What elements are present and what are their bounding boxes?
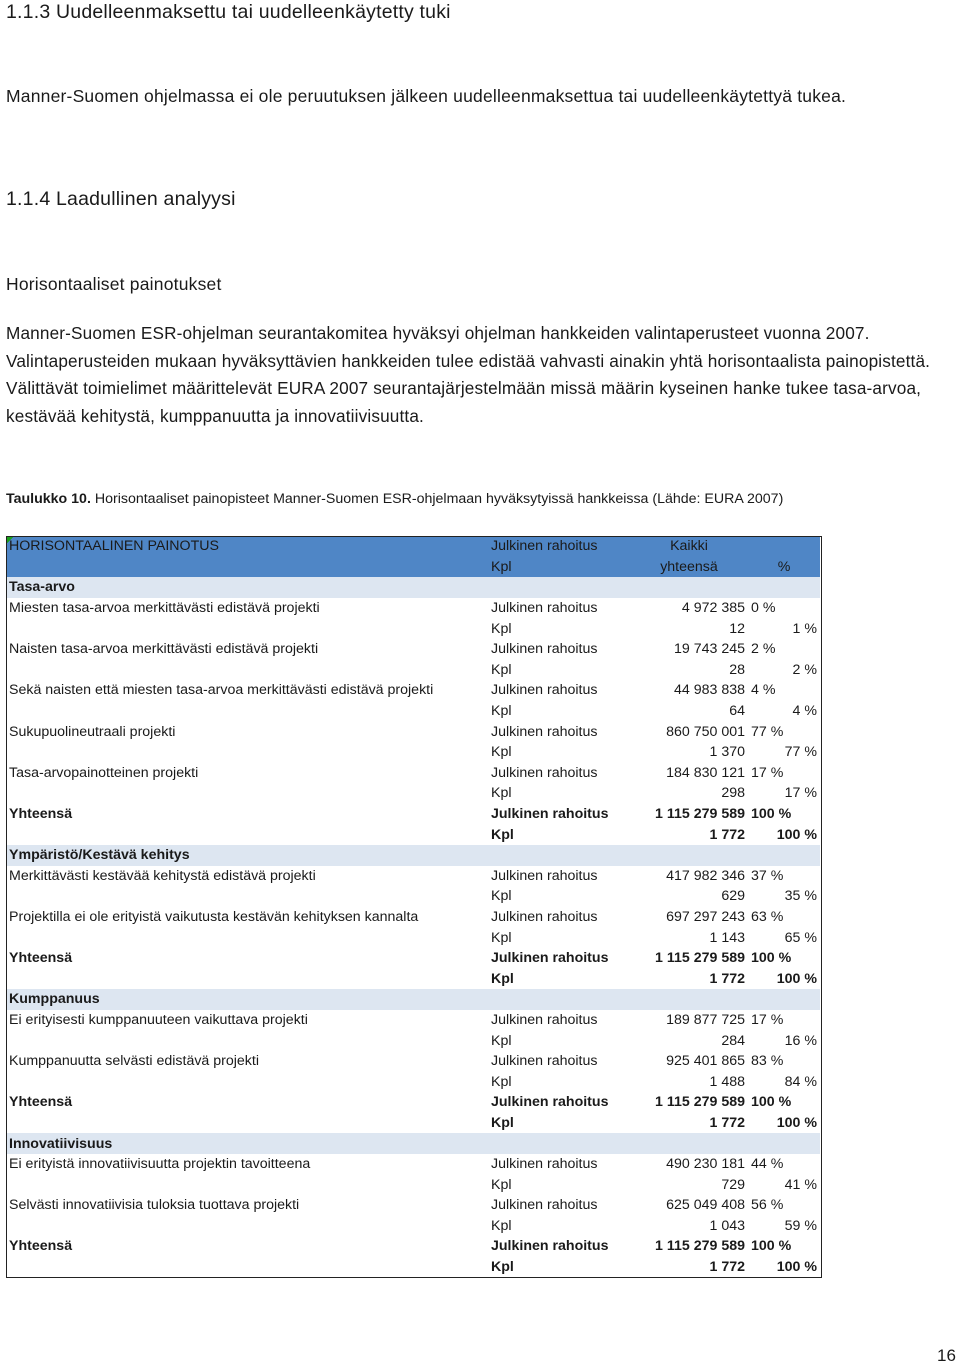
rahoitus-percent: 4 % bbox=[751, 682, 776, 699]
kpl-percent: 100 % bbox=[776, 970, 817, 987]
kpl-value: 1 772 bbox=[709, 970, 745, 987]
header-yhteensa: yhteensä bbox=[630, 557, 748, 578]
rahoitus-percent: 77 % bbox=[751, 723, 784, 740]
total-row-kpl bbox=[6, 1113, 820, 1134]
kpl-percent: 4 % bbox=[748, 701, 820, 722]
rahoitus-label: Julkinen rahoitus bbox=[491, 908, 598, 925]
kpl-value: 1 772 bbox=[709, 1259, 745, 1276]
kpl-label: Kpl bbox=[491, 703, 512, 720]
kpl-label: Kpl bbox=[491, 1176, 512, 1193]
rahoitus-percent: 100 % bbox=[751, 1094, 792, 1111]
rahoitus-value: 184 830 121 bbox=[666, 764, 745, 781]
section-title: Innovatiivisuus bbox=[6, 1133, 488, 1154]
table-row-kpl bbox=[6, 618, 820, 639]
table-row bbox=[6, 639, 820, 660]
kpl-percent: 17 % bbox=[748, 783, 820, 804]
row-label: Yhteensä bbox=[9, 950, 73, 967]
kpl-value: 629 bbox=[721, 888, 745, 905]
kpl-label: Kpl bbox=[491, 1259, 514, 1276]
table-caption bbox=[6, 491, 783, 507]
header-percent: % bbox=[748, 557, 820, 578]
kpl-percent: 77 % bbox=[748, 742, 820, 763]
table-row-kpl bbox=[6, 1216, 820, 1237]
rahoitus-percent: 37 % bbox=[751, 867, 784, 884]
table-row-kpl bbox=[6, 1174, 820, 1195]
header-kaikki: Kaikki bbox=[630, 536, 748, 557]
rahoitus-label: Julkinen rahoitus bbox=[491, 1238, 609, 1255]
kpl-label: Kpl bbox=[491, 970, 514, 987]
row-label: Sukupuolineutraali projekti bbox=[9, 723, 176, 740]
kpl-label: Kpl bbox=[491, 1073, 512, 1090]
rahoitus-value: 860 750 001 bbox=[666, 723, 745, 740]
table-row-kpl bbox=[6, 1030, 820, 1051]
total-row bbox=[6, 1092, 820, 1113]
kpl-percent: 100 % bbox=[776, 826, 817, 843]
section-heading-1-1-3: 1.1.3 Uudelleenmaksettu tai uudelleenkäytetty tuki bbox=[6, 1, 451, 23]
rahoitus-value: 1 115 279 589 bbox=[655, 950, 745, 967]
table-row bbox=[6, 1051, 820, 1072]
table-row-kpl bbox=[6, 927, 820, 948]
kpl-percent: 100 % bbox=[776, 1114, 817, 1131]
rahoitus-value: 925 401 865 bbox=[666, 1053, 745, 1070]
rahoitus-percent: 17 % bbox=[751, 764, 784, 781]
rahoitus-percent: 100 % bbox=[751, 806, 792, 823]
rahoitus-value: 189 877 725 bbox=[666, 1011, 745, 1028]
section-row bbox=[6, 989, 820, 1010]
table-row bbox=[6, 598, 820, 619]
kpl-percent: 2 % bbox=[748, 660, 820, 681]
kpl-label: Kpl bbox=[491, 1114, 514, 1131]
kpl-value: 1 772 bbox=[709, 826, 745, 843]
rahoitus-value: 44 983 838 bbox=[673, 682, 745, 699]
kpl-value: 12 bbox=[729, 620, 745, 637]
rahoitus-value: 19 743 245 bbox=[673, 641, 745, 658]
caption-label: Taulukko 10. bbox=[6, 491, 95, 507]
kpl-label: Kpl bbox=[491, 620, 512, 637]
row-label: Yhteensä bbox=[9, 1238, 73, 1255]
total-row-kpl bbox=[6, 824, 820, 845]
table-row bbox=[6, 721, 820, 742]
table-row-kpl bbox=[6, 742, 820, 763]
kpl-value: 28 bbox=[729, 661, 745, 678]
rahoitus-percent: 83 % bbox=[751, 1053, 784, 1070]
rahoitus-label: Julkinen rahoitus bbox=[491, 950, 609, 967]
caption-text: Horisontaaliset painopisteet Manner-Suomen ESR-ohjelmaan hyväksytyissä hankkeissa (Lähde: EURA 2007) bbox=[94, 491, 784, 507]
kpl-value: 1 143 bbox=[709, 929, 745, 946]
horizontal-priorities-table bbox=[6, 536, 820, 1277]
rahoitus-value: 625 049 408 bbox=[666, 1197, 745, 1214]
table-row-kpl bbox=[6, 660, 820, 681]
table-row bbox=[6, 1195, 820, 1216]
body-paragraph: Manner-Suomen ESR-ohjelman seurantakomitea hyväksyi ohjelman hankkeiden valintaperusteet vuonna 2007. Valintaperusteiden mukaan hyväksyttävien hankkeiden tulee edistää vahvasti ainakin yhtä horisontaalista painopistettä. Välittävät toimielimet määrittelevät EURA 2007 seurantajärjestelmään missä määrin kyseinen hanke tukee tasa-arvoa, kestävää kehitystä, kumppanuutta ja innovatiivisuutta. bbox=[6, 323, 931, 426]
rahoitus-label: Julkinen rahoitus bbox=[491, 600, 598, 617]
kpl-label: Kpl bbox=[491, 826, 514, 843]
kpl-value: 1 488 bbox=[709, 1073, 745, 1090]
page-number: 16 bbox=[937, 1346, 956, 1365]
total-row-kpl bbox=[6, 968, 820, 989]
kpl-percent: 41 % bbox=[748, 1174, 820, 1195]
table-row-kpl bbox=[6, 783, 820, 804]
rahoitus-label: Julkinen rahoitus bbox=[491, 682, 598, 699]
subheading: Horisontaaliset painotukset bbox=[6, 274, 222, 294]
rahoitus-value: 1 115 279 589 bbox=[655, 1238, 745, 1255]
kpl-label: Kpl bbox=[491, 929, 512, 946]
section-heading-1-1-4: 1.1.4 Laadullinen analyysi bbox=[6, 188, 236, 210]
kpl-value: 64 bbox=[729, 703, 745, 720]
row-label: Merkittävästi kestävää kehitystä edistävä projekti bbox=[9, 867, 316, 884]
rahoitus-label: Julkinen rahoitus bbox=[491, 806, 609, 823]
row-label: Miesten tasa-arvoa merkittävästi edistävä projekti bbox=[9, 600, 320, 617]
kpl-value: 298 bbox=[721, 785, 745, 802]
kpl-percent: 84 % bbox=[748, 1071, 820, 1092]
rahoitus-label: Julkinen rahoitus bbox=[491, 1094, 609, 1111]
total-row-kpl bbox=[6, 1257, 820, 1278]
rahoitus-label: Julkinen rahoitus bbox=[491, 1011, 598, 1028]
kpl-percent: 35 % bbox=[748, 886, 820, 907]
rahoitus-label: Julkinen rahoitus bbox=[491, 764, 598, 781]
table-row bbox=[6, 763, 820, 784]
table-row-kpl bbox=[6, 886, 820, 907]
rahoitus-percent: 100 % bbox=[751, 950, 792, 967]
kpl-percent: 100 % bbox=[776, 1259, 817, 1276]
kpl-percent: 65 % bbox=[748, 927, 820, 948]
row-label: Yhteensä bbox=[9, 806, 73, 823]
rahoitus-value: 1 115 279 589 bbox=[655, 806, 745, 823]
kpl-percent: 16 % bbox=[748, 1030, 820, 1051]
rahoitus-percent: 2 % bbox=[751, 641, 776, 658]
rahoitus-percent: 63 % bbox=[751, 908, 784, 925]
rahoitus-percent: 44 % bbox=[751, 1156, 784, 1173]
rahoitus-label: Julkinen rahoitus bbox=[491, 641, 598, 658]
row-label: Tasa-arvopainotteinen projekti bbox=[9, 764, 199, 781]
kpl-value: 1 772 bbox=[709, 1114, 745, 1131]
section-row bbox=[6, 1133, 820, 1154]
rahoitus-label: Julkinen rahoitus bbox=[491, 1156, 598, 1173]
table-row bbox=[6, 907, 820, 928]
row-label: Ei erityisesti kumppanuuteen vaikuttava projekti bbox=[9, 1011, 308, 1028]
kpl-label: Kpl bbox=[491, 661, 512, 678]
table-row bbox=[6, 1010, 820, 1031]
header-kpl: Kpl bbox=[488, 557, 630, 578]
rahoitus-label: Julkinen rahoitus bbox=[491, 1197, 598, 1214]
kpl-value: 284 bbox=[721, 1032, 745, 1049]
header-rahoitus: Julkinen rahoitus bbox=[488, 536, 630, 557]
row-label: Yhteensä bbox=[9, 1094, 73, 1111]
intro-paragraph: Manner-Suomen ohjelmassa ei ole peruutuksen jälkeen uudelleenmaksettua tai uudelleenkäytettyä tukea. bbox=[6, 86, 847, 106]
section-row bbox=[6, 845, 820, 866]
kpl-value: 1 370 bbox=[709, 744, 745, 761]
rahoitus-percent: 56 % bbox=[751, 1197, 784, 1214]
table-row bbox=[6, 1154, 820, 1175]
rahoitus-percent: 0 % bbox=[751, 600, 776, 617]
row-label: Ei erityistä innovatiivisuutta projektin tavoitteena bbox=[9, 1156, 311, 1173]
total-row bbox=[6, 1236, 820, 1257]
kpl-label: Kpl bbox=[491, 744, 512, 761]
rahoitus-value: 4 972 385 bbox=[681, 600, 745, 617]
row-label: Projektilla ei ole erityistä vaikutusta kestävän kehityksen kannalta bbox=[9, 908, 419, 925]
section-title: Kumppanuus bbox=[6, 989, 488, 1010]
section-row bbox=[6, 577, 820, 598]
kpl-label: Kpl bbox=[491, 785, 512, 802]
kpl-label: Kpl bbox=[491, 1032, 512, 1049]
row-label: Selvästi innovatiivisia tuloksia tuottava projekti bbox=[9, 1197, 300, 1214]
rahoitus-value: 697 297 243 bbox=[666, 908, 745, 925]
kpl-percent: 59 % bbox=[748, 1216, 820, 1237]
kpl-label: Kpl bbox=[491, 888, 512, 905]
section-title: Ympäristö/Kestävä kehitys bbox=[6, 845, 488, 866]
rahoitus-percent: 100 % bbox=[751, 1238, 792, 1255]
section-title: Tasa-arvo bbox=[6, 577, 488, 598]
rahoitus-percent: 17 % bbox=[751, 1011, 784, 1028]
rahoitus-label: Julkinen rahoitus bbox=[491, 723, 598, 740]
row-label: Sekä naisten että miesten tasa-arvoa merkittävästi edistävä projekti bbox=[9, 682, 434, 699]
rahoitus-value: 1 115 279 589 bbox=[655, 1094, 745, 1111]
rahoitus-label: Julkinen rahoitus bbox=[491, 867, 598, 884]
table-header-row-1 bbox=[6, 536, 820, 557]
kpl-label: Kpl bbox=[491, 1217, 512, 1234]
table-row bbox=[6, 680, 820, 701]
row-label: Naisten tasa-arvoa merkittävästi edistävä projekti bbox=[9, 641, 319, 658]
table-row-kpl bbox=[6, 1071, 820, 1092]
kpl-value: 1 043 bbox=[709, 1217, 745, 1234]
row-label: Kumppanuutta selvästi edistävä projekti bbox=[9, 1053, 259, 1070]
total-row bbox=[6, 804, 820, 825]
header-painotus: HORISONTAALINEN PAINOTUS bbox=[6, 536, 488, 557]
rahoitus-value: 417 982 346 bbox=[666, 867, 745, 884]
rahoitus-label: Julkinen rahoitus bbox=[491, 1053, 598, 1070]
table-row bbox=[6, 866, 820, 887]
total-row bbox=[6, 948, 820, 969]
rahoitus-value: 490 230 181 bbox=[666, 1156, 745, 1173]
kpl-percent: 1 % bbox=[748, 618, 820, 639]
kpl-value: 729 bbox=[721, 1176, 745, 1193]
table-header-row-2 bbox=[6, 557, 820, 578]
table-row-kpl bbox=[6, 701, 820, 722]
